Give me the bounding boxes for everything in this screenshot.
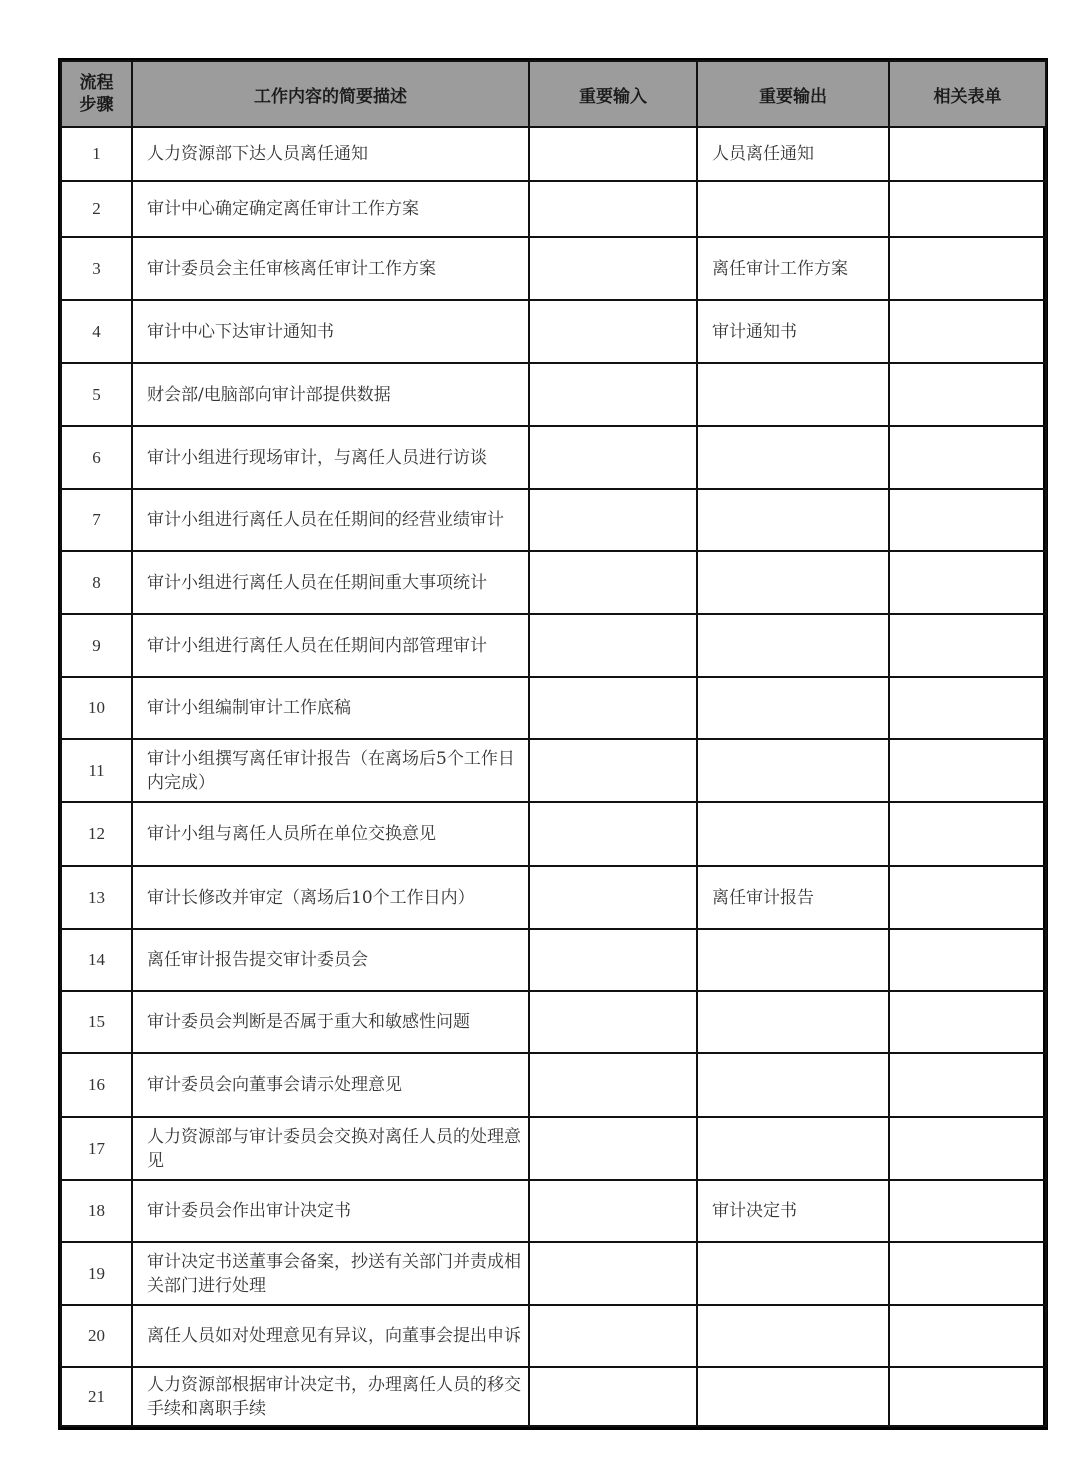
step-cell: 3 <box>61 237 132 300</box>
table-row <box>61 363 1046 426</box>
forms-cell <box>889 929 1046 991</box>
table-row <box>61 1180 1046 1242</box>
table-row <box>61 237 1046 300</box>
forms-cell <box>889 300 1046 363</box>
output-cell <box>697 426 889 489</box>
input-cell <box>529 489 697 551</box>
output-cell <box>697 991 889 1053</box>
step-cell: 13 <box>61 866 132 929</box>
output-cell: 审计通知书 <box>697 300 889 363</box>
description-cell: 审计中心下达审计通知书 <box>132 300 529 363</box>
forms-cell <box>889 866 1046 929</box>
output-cell <box>697 677 889 739</box>
table-row <box>61 677 1046 739</box>
input-cell <box>529 1117 697 1180</box>
step-cell: 11 <box>61 739 132 802</box>
table-row <box>61 802 1046 866</box>
audit-process-table <box>60 60 1047 1427</box>
step-cell: 19 <box>61 1242 132 1305</box>
forms-cell <box>889 363 1046 426</box>
forms-cell <box>889 1242 1046 1305</box>
input-cell <box>529 237 697 300</box>
description-cell: 审计小组进行现场审计，与离任人员进行访谈 <box>132 426 529 489</box>
step-cell: 5 <box>61 363 132 426</box>
input-cell <box>529 181 697 237</box>
input-cell <box>529 929 697 991</box>
input-cell <box>529 363 697 426</box>
header-step-line1: 流程 <box>79 73 114 93</box>
forms-cell <box>889 1117 1046 1180</box>
input-cell <box>529 991 697 1053</box>
description-cell: 财会部/电脑部向审计部提供数据 <box>132 363 529 426</box>
step-cell: 20 <box>61 1305 132 1367</box>
header-step-line2: 步骤 <box>79 95 114 115</box>
output-cell <box>697 802 889 866</box>
step-cell: 21 <box>61 1367 132 1426</box>
header-description: 工作内容的简要描述 <box>132 61 529 127</box>
step-cell: 18 <box>61 1180 132 1242</box>
description-cell: 人力资源部下达人员离任通知 <box>132 127 529 181</box>
table-row <box>61 1367 1046 1426</box>
table-row <box>61 127 1046 181</box>
step-cell: 6 <box>61 426 132 489</box>
step-cell: 4 <box>61 300 132 363</box>
output-cell <box>697 739 889 802</box>
output-cell <box>697 1053 889 1117</box>
table-row <box>61 426 1046 489</box>
output-cell: 人员离任通知 <box>697 127 889 181</box>
forms-cell <box>889 426 1046 489</box>
input-cell <box>529 551 697 614</box>
output-cell: 离任审计报告 <box>697 866 889 929</box>
input-cell <box>529 866 697 929</box>
description-cell: 审计小组进行离任人员在任期间的经营业绩审计 <box>132 489 529 551</box>
table-row <box>61 1242 1046 1305</box>
forms-cell <box>889 614 1046 677</box>
forms-cell <box>889 1180 1046 1242</box>
output-cell <box>697 489 889 551</box>
step-cell: 8 <box>61 551 132 614</box>
description-cell: 审计委员会判断是否属于重大和敏感性问题 <box>132 991 529 1053</box>
forms-cell <box>889 1053 1046 1117</box>
output-cell <box>697 614 889 677</box>
step-cell: 10 <box>61 677 132 739</box>
step-cell: 15 <box>61 991 132 1053</box>
input-cell <box>529 300 697 363</box>
forms-cell <box>889 127 1046 181</box>
step-cell: 1 <box>61 127 132 181</box>
step-cell: 7 <box>61 489 132 551</box>
description-cell: 审计小组与离任人员所在单位交换意见 <box>132 802 529 866</box>
description-cell: 人力资源部与审计委员会交换对离任人员的处理意见 <box>132 1117 529 1180</box>
output-cell <box>697 1367 889 1426</box>
step-cell: 17 <box>61 1117 132 1180</box>
description-cell: 离任审计报告提交审计委员会 <box>132 929 529 991</box>
header-forms: 相关表单 <box>889 61 1046 127</box>
output-cell <box>697 929 889 991</box>
input-cell <box>529 677 697 739</box>
table-row <box>61 1117 1046 1180</box>
input-cell <box>529 1305 697 1367</box>
input-cell <box>529 426 697 489</box>
forms-cell <box>889 677 1046 739</box>
forms-cell <box>889 551 1046 614</box>
table-row <box>61 991 1046 1053</box>
description-cell: 审计小组撰写离任审计报告（在离场后5个工作日内完成） <box>132 739 529 802</box>
description-cell: 审计长修改并审定（离场后10个工作日内） <box>132 866 529 929</box>
table-row <box>61 614 1046 677</box>
step-cell: 2 <box>61 181 132 237</box>
table-row <box>61 739 1046 802</box>
output-cell: 审计决定书 <box>697 1180 889 1242</box>
output-cell <box>697 363 889 426</box>
description-cell: 人力资源部根据审计决定书，办理离任人员的移交手续和离职手续 <box>132 1367 529 1426</box>
table-row <box>61 866 1046 929</box>
table-body <box>61 127 1046 1426</box>
output-cell <box>697 1117 889 1180</box>
description-cell: 审计委员会向董事会请示处理意见 <box>132 1053 529 1117</box>
forms-cell <box>889 991 1046 1053</box>
input-cell <box>529 1180 697 1242</box>
output-cell <box>697 1242 889 1305</box>
output-cell <box>697 181 889 237</box>
input-cell <box>529 802 697 866</box>
header-step <box>61 61 132 127</box>
header-output: 重要输出 <box>697 61 889 127</box>
header-input: 重要输入 <box>529 61 697 127</box>
description-cell: 审计小组编制审计工作底稿 <box>132 677 529 739</box>
description-cell: 审计中心确定确定离任审计工作方案 <box>132 181 529 237</box>
output-cell: 离任审计工作方案 <box>697 237 889 300</box>
forms-cell <box>889 802 1046 866</box>
forms-cell <box>889 489 1046 551</box>
input-cell <box>529 127 697 181</box>
description-cell: 离任人员如对处理意见有异议，向董事会提出申诉 <box>132 1305 529 1367</box>
input-cell <box>529 1367 697 1426</box>
table-row <box>61 300 1046 363</box>
table-row <box>61 929 1046 991</box>
description-cell: 审计委员会作出审计决定书 <box>132 1180 529 1242</box>
forms-cell <box>889 739 1046 802</box>
step-cell: 14 <box>61 929 132 991</box>
description-cell: 审计决定书送董事会备案，抄送有关部门并责成相关部门进行处理 <box>132 1242 529 1305</box>
forms-cell <box>889 237 1046 300</box>
table-header-row <box>61 61 1046 127</box>
step-cell: 9 <box>61 614 132 677</box>
table-row <box>61 1305 1046 1367</box>
input-cell <box>529 1053 697 1117</box>
description-cell: 审计委员会主任审核离任审计工作方案 <box>132 237 529 300</box>
table-row <box>61 551 1046 614</box>
forms-cell <box>889 181 1046 237</box>
input-cell <box>529 739 697 802</box>
output-cell <box>697 551 889 614</box>
input-cell <box>529 614 697 677</box>
step-cell: 16 <box>61 1053 132 1117</box>
step-cell: 12 <box>61 802 132 866</box>
table-row <box>61 1053 1046 1117</box>
table-row <box>61 181 1046 237</box>
forms-cell <box>889 1367 1046 1426</box>
description-cell: 审计小组进行离任人员在任期间重大事项统计 <box>132 551 529 614</box>
forms-cell <box>889 1305 1046 1367</box>
input-cell <box>529 1242 697 1305</box>
table-row <box>61 489 1046 551</box>
output-cell <box>697 1305 889 1367</box>
description-cell: 审计小组进行离任人员在任期间内部管理审计 <box>132 614 529 677</box>
